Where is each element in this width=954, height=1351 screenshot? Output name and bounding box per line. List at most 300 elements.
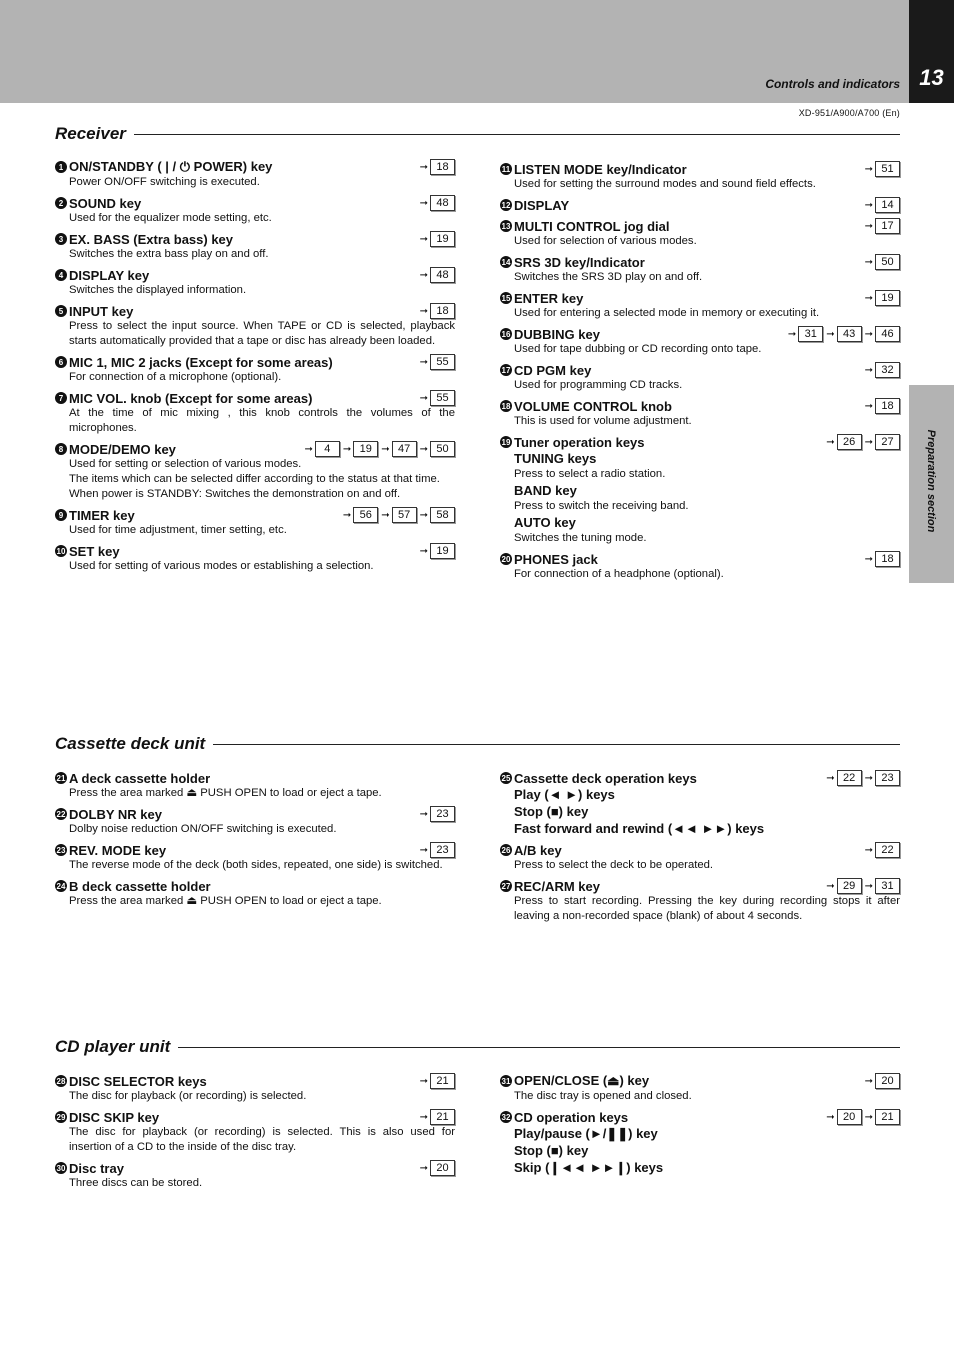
control-label-group <box>55 807 162 822</box>
control-label-group <box>55 544 120 559</box>
control-description: For connection of a microphone (optional). <box>69 371 282 383</box>
page-reference <box>304 441 339 457</box>
page-reference <box>865 290 900 306</box>
arrow-icon: ➞ <box>419 356 428 368</box>
control-label: DISPLAY <box>514 197 570 213</box>
control-label-group <box>55 1161 124 1176</box>
control-heading <box>500 1109 900 1125</box>
page-ref-number: 48 <box>430 195 455 211</box>
page-ref-number: 55 <box>430 354 455 370</box>
arrow-icon: ➞ <box>864 1075 873 1087</box>
page-reference <box>420 1073 455 1089</box>
control-item <box>55 1109 455 1155</box>
item-number-badge: 7 <box>55 392 67 404</box>
control-heading <box>55 543 455 559</box>
control-description: This is used for volume adjustment. <box>514 415 692 427</box>
control-label: REV. MODE key <box>69 842 167 858</box>
arrow-icon: ➞ <box>826 772 835 784</box>
control-item <box>500 551 900 582</box>
arrow-icon: ➞ <box>826 880 835 892</box>
page-reference <box>865 398 900 414</box>
control-item <box>500 1073 900 1104</box>
item-number-badge: 12 <box>501 200 511 210</box>
sub-control-label: AUTO key <box>514 515 576 530</box>
sub-control-description: Press to select a radio station. <box>514 468 666 480</box>
page-references <box>862 290 900 306</box>
control-label: MIC 1, MIC 2 jacks (Except for some areas) <box>69 354 333 370</box>
control-heading <box>55 390 455 406</box>
item-number-badge: 1 <box>55 161 67 173</box>
page-references <box>417 267 455 283</box>
control-heading <box>55 770 455 786</box>
control-label: MODE/DEMO key <box>69 441 176 457</box>
page-reference <box>420 390 455 406</box>
control-description: Used for setting or selection of various modes. <box>69 458 302 470</box>
control-label-group <box>500 435 645 450</box>
sub-control-label: Stop (■) key <box>514 804 589 819</box>
page-reference <box>865 1109 900 1125</box>
control-label-group <box>500 1110 628 1125</box>
divider <box>178 1047 900 1048</box>
divider <box>213 744 900 745</box>
page-references <box>417 543 455 559</box>
control-heading <box>500 878 900 894</box>
page-reference <box>865 878 900 894</box>
section-title: Receiver <box>55 124 126 143</box>
page-number: 13 <box>909 0 954 103</box>
page-reference <box>420 441 455 457</box>
control-label: REC/ARM key <box>514 878 600 894</box>
control-label-group <box>500 771 697 786</box>
page-ref-number: 14 <box>875 197 900 213</box>
control-description: Switches the extra bass play on and off. <box>69 248 269 260</box>
control-label: LISTEN MODE key/Indicator <box>514 161 687 177</box>
control-description: Three discs can be stored. <box>69 1177 203 1189</box>
item-number-badge: 19 <box>501 437 511 447</box>
item-number-badge: 20 <box>501 554 511 564</box>
arrow-icon: ➞ <box>419 1111 428 1123</box>
control-item <box>55 354 455 385</box>
arrow-icon: ➞ <box>864 1111 873 1123</box>
item-number-badge: 10 <box>56 546 66 556</box>
control-heading <box>500 254 900 270</box>
arrow-icon: ➞ <box>864 328 873 340</box>
page-references <box>862 161 900 177</box>
item-number-badge: 2 <box>55 197 67 209</box>
arrow-icon: ➞ <box>864 400 873 412</box>
control-label: DOLBY NR key <box>69 806 162 822</box>
cassette-left-column <box>55 770 455 914</box>
control-description: Switches the SRS 3D play on and off. <box>514 271 703 283</box>
page-reference <box>420 159 455 175</box>
arrow-icon: ➞ <box>419 844 428 856</box>
control-label-group <box>500 219 670 234</box>
page-references <box>862 842 900 858</box>
control-heading <box>500 551 900 567</box>
page-ref-number: 46 <box>875 326 900 342</box>
item-number-badge: 29 <box>56 1112 66 1122</box>
arrow-icon: ➞ <box>864 553 873 565</box>
control-description: Used for the equalizer mode setting, etc. <box>69 212 272 224</box>
cd-right-column <box>500 1073 900 1181</box>
page-references <box>823 878 900 894</box>
control-label: Tuner operation keys <box>514 434 645 450</box>
page-references <box>862 551 900 567</box>
control-heading <box>55 441 455 457</box>
page-ref-number: 51 <box>875 161 900 177</box>
page-references <box>417 159 455 175</box>
control-item <box>500 326 900 357</box>
page-references <box>417 1109 455 1125</box>
arrow-icon: ➞ <box>419 509 428 521</box>
control-heading <box>500 398 900 414</box>
page-ref-number: 19 <box>430 543 455 559</box>
control-label-group <box>55 232 233 247</box>
control-item <box>500 842 900 873</box>
control-heading <box>500 290 900 306</box>
page-reference <box>865 434 900 450</box>
control-label-group <box>500 162 687 177</box>
page-references <box>417 842 455 858</box>
sub-control-label: TUNING keys <box>514 451 597 466</box>
page-ref-number: 50 <box>430 441 455 457</box>
arrow-icon: ➞ <box>864 772 873 784</box>
control-label-group <box>55 391 312 406</box>
control-item <box>55 878 455 909</box>
page-reference <box>865 1073 900 1089</box>
control-description: The disc for playback (or recording) is selected. <box>69 1090 307 1102</box>
arrow-icon: ➞ <box>419 808 428 820</box>
control-label: MIC VOL. knob (Except for some areas) <box>69 390 313 406</box>
page-ref-number: 55 <box>430 390 455 406</box>
arrow-icon: ➞ <box>419 392 428 404</box>
control-item <box>55 1160 455 1191</box>
control-item <box>500 398 900 429</box>
control-label-group <box>500 255 645 270</box>
item-number-badge: 16 <box>501 329 511 339</box>
control-description: Used for entering a selected mode in memory or executing it. <box>514 307 820 319</box>
item-number-badge: 31 <box>501 1076 511 1086</box>
control-description: Press the area marked ⏏ PUSH OPEN to load or eject a tape. <box>69 895 382 907</box>
sub-control-description: Press to switch the receiving band. <box>514 500 689 512</box>
arrow-icon: ➞ <box>826 1111 835 1123</box>
page-reference <box>343 507 378 523</box>
section-receiver <box>55 124 900 144</box>
section-title: CD player unit <box>55 1037 171 1056</box>
control-label-group <box>500 327 600 342</box>
control-label: TIMER key <box>69 507 135 523</box>
page-ref-number: 18 <box>875 551 900 567</box>
sub-control-label: Play (◄ ►) keys <box>514 787 615 802</box>
control-label-group <box>55 879 211 894</box>
receiver-right-column <box>500 161 900 587</box>
sub-control-label: Fast forward and rewind (◄◄ ►►) keys <box>514 821 765 836</box>
item-number-badge: 4 <box>55 269 67 281</box>
arrow-icon: ➞ <box>419 161 428 173</box>
arrow-icon: ➞ <box>342 509 352 521</box>
arrow-icon: ➞ <box>419 1075 428 1087</box>
control-heading <box>500 1073 900 1089</box>
page-reference <box>865 254 900 270</box>
control-label-group <box>55 159 272 175</box>
page-ref-number: 17 <box>875 218 900 234</box>
control-label: INPUT key <box>69 303 134 319</box>
page-references <box>417 390 455 406</box>
item-number-badge: 32 <box>501 1112 511 1122</box>
section-cassette <box>55 734 900 754</box>
control-item <box>500 878 900 924</box>
control-label: MULTI CONTROL jog dial <box>514 218 670 234</box>
page-ref-number: 18 <box>430 303 455 319</box>
item-number-badge: 3 <box>55 233 67 245</box>
page-references <box>417 806 455 822</box>
page-references <box>417 303 455 319</box>
item-number-badge: 27 <box>501 881 511 891</box>
control-heading <box>55 267 455 283</box>
control-label: B deck cassette holder <box>69 878 211 894</box>
control-description: At the time of mic mixing , this knob controls the volumes of the microphones. <box>69 407 455 434</box>
control-item <box>55 806 455 837</box>
control-item <box>55 543 455 574</box>
control-label-group <box>500 879 600 894</box>
header-title: Controls and indicators <box>765 77 900 91</box>
page-ref-number: 4 <box>315 441 340 457</box>
control-description: Press to select the input source. When TAPE or CD is selected, playback starts automatically provided that a tape or disc has already been loaded. <box>69 320 455 347</box>
page-references <box>862 218 900 234</box>
control-label-group <box>500 198 569 213</box>
arrow-icon: ➞ <box>381 509 390 521</box>
control-label: DUBBING key <box>514 326 600 342</box>
control-label: VOLUME CONTROL knob <box>514 398 672 414</box>
page-references <box>862 197 900 213</box>
page-reference <box>865 551 900 567</box>
arrow-icon: ➞ <box>864 292 873 304</box>
control-label-group <box>500 1073 649 1089</box>
receiver-left-column <box>55 159 455 579</box>
sub-control-label: Play/pause (►/❚❚) key <box>514 1126 658 1141</box>
arrow-icon: ➞ <box>304 443 313 455</box>
arrow-icon: ➞ <box>864 163 873 175</box>
page-ref-number: 27 <box>875 434 900 450</box>
arrow-icon: ➞ <box>864 199 873 211</box>
control-heading <box>500 362 900 378</box>
page-ref-number: 32 <box>875 362 900 378</box>
control-item <box>500 1109 900 1176</box>
page-reference <box>420 842 455 858</box>
control-item <box>55 507 455 538</box>
item-number-badge: 21 <box>56 773 66 783</box>
arrow-icon: ➞ <box>342 443 352 455</box>
control-item <box>55 1073 455 1104</box>
control-label-group <box>55 771 210 786</box>
page-reference <box>826 326 861 342</box>
item-number-badge: 24 <box>56 881 66 891</box>
control-label: DISC SKIP key <box>69 1109 160 1125</box>
item-number-badge: 13 <box>501 221 511 231</box>
item-number-badge: 18 <box>501 401 511 411</box>
page-references <box>417 354 455 370</box>
control-label-group <box>55 843 166 858</box>
control-label: EX. BASS (Extra bass) key <box>69 231 234 247</box>
page-ref-number: 18 <box>430 159 455 175</box>
control-description: Dolby noise reduction ON/OFF switching is executed. <box>69 823 337 835</box>
page-reference <box>420 354 455 370</box>
control-label: A/B key <box>514 842 562 858</box>
page-ref-number: 22 <box>875 842 900 858</box>
page-reference <box>420 195 455 211</box>
page-reference <box>826 770 861 786</box>
item-number-badge: 26 <box>501 845 511 855</box>
control-label-group <box>55 1110 159 1125</box>
page-reference <box>420 267 455 283</box>
arrow-icon: ➞ <box>419 269 428 281</box>
item-number-badge: 30 <box>56 1163 66 1173</box>
page-references <box>340 507 455 523</box>
arrow-icon: ➞ <box>787 328 797 340</box>
control-label: CD PGM key <box>514 362 592 378</box>
item-number-badge: 5 <box>55 305 67 317</box>
page-ref-number: 58 <box>430 507 455 523</box>
page-reference <box>420 303 455 319</box>
control-label-group <box>55 1074 207 1089</box>
control-label-group <box>500 291 583 306</box>
control-label-group <box>500 399 672 414</box>
item-number-badge: 11 <box>501 164 511 174</box>
item-number-badge: 14 <box>501 257 511 267</box>
control-label: A deck cassette holder <box>69 770 211 786</box>
control-label-group <box>500 843 562 858</box>
page-reference <box>420 507 455 523</box>
page-references <box>785 326 900 342</box>
page-references <box>823 1109 900 1125</box>
arrow-icon: ➞ <box>381 443 390 455</box>
control-item <box>55 390 455 436</box>
page-ref-number: 47 <box>392 441 417 457</box>
sub-control-label: Skip (❙◄◄ ►►❙) keys <box>514 1160 664 1175</box>
page-ref-number: 19 <box>353 441 378 457</box>
page-ref-number: 50 <box>875 254 900 270</box>
control-item <box>500 770 900 837</box>
item-number-badge: 25 <box>501 773 511 783</box>
arrow-icon: ➞ <box>419 197 428 209</box>
page-ref-number: 29 <box>837 878 862 894</box>
sub-control-label: Stop (■) key <box>514 1143 589 1158</box>
control-label: DISPLAY key <box>69 267 150 283</box>
control-item <box>55 770 455 801</box>
page-ref-number: 23 <box>430 806 455 822</box>
page-references <box>862 254 900 270</box>
control-item <box>500 218 900 249</box>
control-label: DISC SELECTOR keys <box>69 1073 207 1089</box>
control-label-group <box>55 442 176 457</box>
arrow-icon: ➞ <box>864 880 873 892</box>
control-item <box>500 254 900 285</box>
control-item <box>55 303 455 349</box>
control-description: Used for programming CD tracks. <box>514 379 683 391</box>
control-label: SRS 3D key/Indicator <box>514 254 645 270</box>
control-heading <box>55 1109 455 1125</box>
page-reference <box>865 770 900 786</box>
control-description: Power ON/OFF switching is executed. <box>69 176 260 188</box>
page-ref-number: 43 <box>837 326 862 342</box>
control-description: When power is STANDBY: Switches the demonstration on and off. <box>69 488 401 500</box>
page-ref-number: 31 <box>798 326 823 342</box>
model-number: XD-951/A900/A700 (En) <box>798 108 900 118</box>
control-description: The disc for playback (or recording) is selected. This is also used for insertion of a CD to the inside of the disc tray. <box>69 1126 455 1153</box>
control-label-group <box>500 552 598 567</box>
control-description: Press to start recording. Pressing the key during recording stops it after leaving a non-recorded space (blank) of about 4 seconds. <box>514 895 900 922</box>
control-description: Used for setting of various modes or establishing a selection. <box>69 560 374 572</box>
page-ref-number: 21 <box>875 1109 900 1125</box>
section-cd <box>55 1037 900 1057</box>
page-ref-number: 56 <box>353 507 378 523</box>
sub-control-description: Switches the tuning mode. <box>514 532 647 544</box>
arrow-icon: ➞ <box>419 443 428 455</box>
arrow-icon: ➞ <box>864 256 873 268</box>
arrow-icon: ➞ <box>419 1162 428 1174</box>
control-description: The reverse mode of the deck (both sides, repeated, one side) is switched. <box>69 859 443 871</box>
arrow-icon: ➞ <box>864 220 873 232</box>
control-heading <box>55 303 455 319</box>
page-references <box>301 441 455 457</box>
control-description: Switches the displayed information. <box>69 284 247 296</box>
page-ref-number: 20 <box>875 1073 900 1089</box>
control-description: Used for time adjustment, timer setting, etc. <box>69 524 287 536</box>
page-reference <box>788 326 823 342</box>
control-item <box>55 842 455 873</box>
page-reference <box>420 231 455 247</box>
cassette-right-column <box>500 770 900 929</box>
control-label: SOUND key <box>69 195 142 211</box>
control-item <box>500 161 900 192</box>
control-heading <box>55 507 455 523</box>
section-title: Cassette deck unit <box>55 734 206 753</box>
page-reference <box>865 842 900 858</box>
control-description: For connection of a headphone (optional). <box>514 568 724 580</box>
control-heading <box>500 770 900 786</box>
arrow-icon: ➞ <box>826 328 835 340</box>
control-item <box>500 434 900 546</box>
item-number-badge: 17 <box>501 365 511 375</box>
control-heading <box>55 1160 455 1176</box>
control-heading <box>55 195 455 211</box>
item-number-badge: 22 <box>56 809 66 819</box>
control-heading <box>500 434 900 450</box>
control-label: SET key <box>69 543 120 559</box>
control-label: PHONES jack <box>514 551 598 567</box>
control-heading <box>55 806 455 822</box>
control-label-group <box>55 268 149 283</box>
page-ref-number: 21 <box>430 1073 455 1089</box>
control-item <box>55 195 455 226</box>
page-reference <box>420 1160 455 1176</box>
page-reference <box>420 806 455 822</box>
page-references <box>417 1160 455 1176</box>
control-label: OPEN/CLOSE (⏏) key <box>514 1073 650 1088</box>
page-reference <box>865 362 900 378</box>
page-reference <box>381 507 416 523</box>
page-reference <box>865 218 900 234</box>
page-references <box>823 434 900 450</box>
page-ref-number: 22 <box>837 770 862 786</box>
page-ref-number: 26 <box>837 434 862 450</box>
control-heading <box>500 326 900 342</box>
page-references <box>417 1073 455 1089</box>
control-label: ENTER key <box>514 290 584 306</box>
item-number-badge: 28 <box>56 1076 66 1086</box>
control-item <box>55 159 455 190</box>
page-reference <box>420 1109 455 1125</box>
